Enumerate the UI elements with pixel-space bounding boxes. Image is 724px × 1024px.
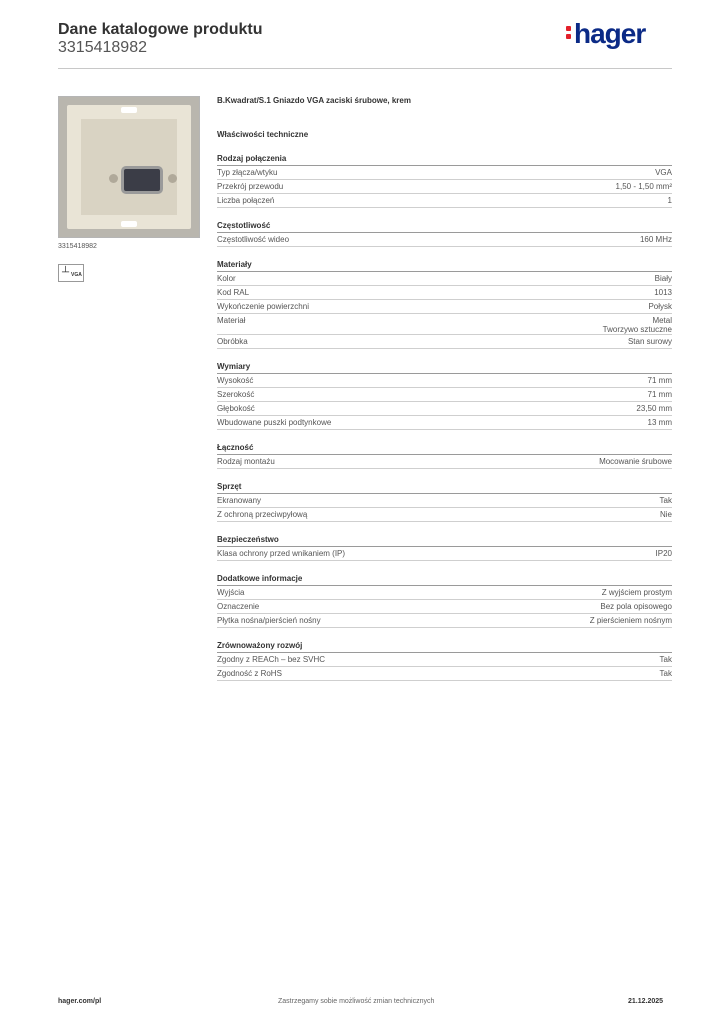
spec-heading: Właściwości techniczne (217, 130, 309, 139)
footer-disclaimer: Zastrzegamy sobie możliwość zmian technicznych (278, 998, 435, 1005)
spec-value-line: 1 (667, 196, 672, 205)
vga-symbol-icon (58, 264, 84, 282)
spec-value-line: 23,50 mm (636, 404, 672, 413)
spec-label: Częstotliwość wideo (217, 235, 290, 244)
spec-row (217, 547, 672, 561)
spec-row (217, 416, 672, 430)
clip-icon (121, 107, 137, 113)
spec-row (217, 586, 672, 600)
image-caption: 3315418982 (58, 243, 97, 250)
spec-row (217, 667, 672, 681)
spec-label: Szerokość (217, 390, 255, 399)
spec-row (217, 314, 672, 335)
spec-value (628, 337, 672, 348)
footer-website: hager.com/pl (58, 998, 102, 1005)
section-title: Bezpieczeństwo (217, 533, 672, 547)
spec-value (648, 390, 672, 401)
spec-section (217, 480, 672, 522)
brand-logo (566, 18, 645, 50)
spec-value (636, 404, 672, 415)
spec-label: Zgodny z REACh – bez SVHC (217, 655, 326, 664)
spec-row (217, 166, 672, 180)
spec-value-line: Z pierścieniem nośnym (589, 616, 672, 625)
spec-label: Przekrój przewodu (217, 182, 284, 191)
spec-value (654, 288, 672, 299)
spec-value (616, 182, 672, 193)
spec-row (217, 455, 672, 469)
footer-date: 21.12.2025 (628, 998, 664, 1005)
spec-value-line: Stan surowy (627, 337, 672, 346)
spec-label: Zgodność z RoHS (217, 669, 282, 678)
spec-section (217, 441, 672, 469)
spec-label: Rodzaj montażu (217, 457, 275, 466)
symbol-label: VGA (71, 272, 82, 278)
antenna-symbol-icon: ┴ (62, 267, 70, 278)
spec-row (217, 300, 672, 314)
spec-value (660, 510, 672, 521)
spec-row (217, 614, 672, 628)
spec-section (217, 219, 672, 247)
spec-section (217, 360, 672, 430)
spec-label: Ekranowany (217, 496, 262, 505)
spec-value (600, 602, 672, 613)
spec-row (217, 272, 672, 286)
spec-section (217, 533, 672, 561)
brand-name: hager (574, 18, 646, 49)
spec-value-line: IP20 (655, 549, 672, 558)
spec-value (648, 418, 672, 429)
spec-section (217, 152, 672, 208)
spec-label: Z ochroną przeciwpyłową (217, 510, 308, 519)
spec-row (217, 180, 672, 194)
spec-value-line: Połysk (648, 302, 672, 311)
spec-value (660, 669, 672, 680)
spec-row (217, 508, 672, 522)
header-divider (58, 68, 672, 69)
spec-label: Kolor (217, 274, 236, 283)
spec-value (590, 616, 672, 627)
spec-value (660, 655, 672, 666)
section-title: Materiały (217, 258, 672, 272)
spec-value-line: 71 mm (647, 390, 672, 399)
spec-label: Wbudowane puszki podtynkowe (217, 418, 332, 427)
spec-value (648, 376, 672, 387)
clip-icon (121, 221, 137, 227)
spec-row (217, 653, 672, 667)
spec-row (217, 194, 672, 208)
spec-value (599, 457, 672, 468)
section-title: Zrównoważony rozwój (217, 639, 672, 653)
spec-row (217, 402, 672, 416)
spec-label: Liczba połączeń (217, 196, 275, 205)
section-title: Łączność (217, 441, 672, 455)
spec-value-line: VGA (655, 168, 672, 177)
spec-label: Płytka nośna/pierścień nośny (217, 616, 321, 625)
screw-icon (168, 174, 177, 183)
section-title: Sprzęt (217, 480, 672, 494)
spec-value-line: Z wyjściem prostym (601, 588, 672, 597)
product-image (58, 96, 200, 238)
spec-value-line: 71 mm (647, 376, 672, 385)
screw-icon (109, 174, 118, 183)
spec-row (217, 374, 672, 388)
section-title: Rodzaj połączenia (217, 152, 672, 166)
spec-value (656, 549, 672, 560)
spec-label: Materiał (217, 316, 246, 325)
spec-value-line: Mocowanie śrubowe (599, 457, 672, 466)
product-name: B.Kwadrat/S.1 Gniazdo VGA zaciski śrubowe, krem (217, 96, 411, 105)
spec-value (648, 302, 672, 313)
spec-value (660, 496, 672, 507)
specification-table (217, 94, 672, 681)
spec-label: Wykończenie powierzchni (217, 302, 309, 311)
spec-section (217, 639, 672, 681)
spec-label: Oznaczenie (217, 602, 260, 611)
spec-sections (217, 152, 672, 681)
socket-frame (81, 119, 177, 215)
spec-row (217, 600, 672, 614)
spec-value-line: Tak (659, 496, 672, 505)
spec-value-line: Biały (654, 274, 672, 283)
socket-plate (67, 105, 191, 229)
spec-label: Wyjścia (217, 588, 245, 597)
spec-value-line: Nie (659, 510, 672, 519)
spec-value-line: Tworzywo sztuczne (602, 325, 672, 334)
spec-value-line: Tak (659, 655, 672, 664)
vga-connector-icon (121, 166, 163, 194)
spec-value-line: 160 MHz (639, 235, 672, 244)
spec-label: Głębokość (217, 404, 255, 413)
spec-row (217, 335, 672, 349)
spec-value-line: Tak (659, 669, 672, 678)
spec-label: Obróbka (217, 337, 248, 346)
spec-value-line: 1,50 - 1,50 mm² (615, 182, 672, 191)
spec-row (217, 286, 672, 300)
spec-label: Typ złącza/wtyku (217, 168, 278, 177)
spec-value-line: 1013 (654, 288, 672, 297)
spec-value-line: Bez pola opisowego (600, 602, 672, 611)
spec-section (217, 572, 672, 628)
page-title: Dane katalogowe produktu (58, 21, 263, 38)
spec-value-line: 13 mm (647, 418, 672, 427)
spec-label: Kod RAL (217, 288, 250, 297)
section-title: Częstotliwość (217, 219, 672, 233)
spec-label: Klasa ochrony przed wnikaniem (IP) (217, 549, 346, 558)
spec-row (217, 494, 672, 508)
spec-label: Wysokość (217, 376, 254, 385)
spec-value (640, 235, 672, 246)
product-number: 3315418982 (58, 39, 147, 56)
section-title: Wymiary (217, 360, 672, 374)
spec-value (668, 196, 672, 207)
spec-value (602, 588, 672, 599)
spec-row (217, 233, 672, 247)
spec-row (217, 388, 672, 402)
logo-dots-icon (566, 23, 572, 42)
section-title: Dodatkowe informacje (217, 572, 672, 586)
spec-value (655, 274, 672, 285)
spec-value-line: Metal (652, 316, 672, 325)
spec-value (655, 168, 672, 179)
spec-value (603, 316, 672, 334)
spec-section (217, 258, 672, 349)
